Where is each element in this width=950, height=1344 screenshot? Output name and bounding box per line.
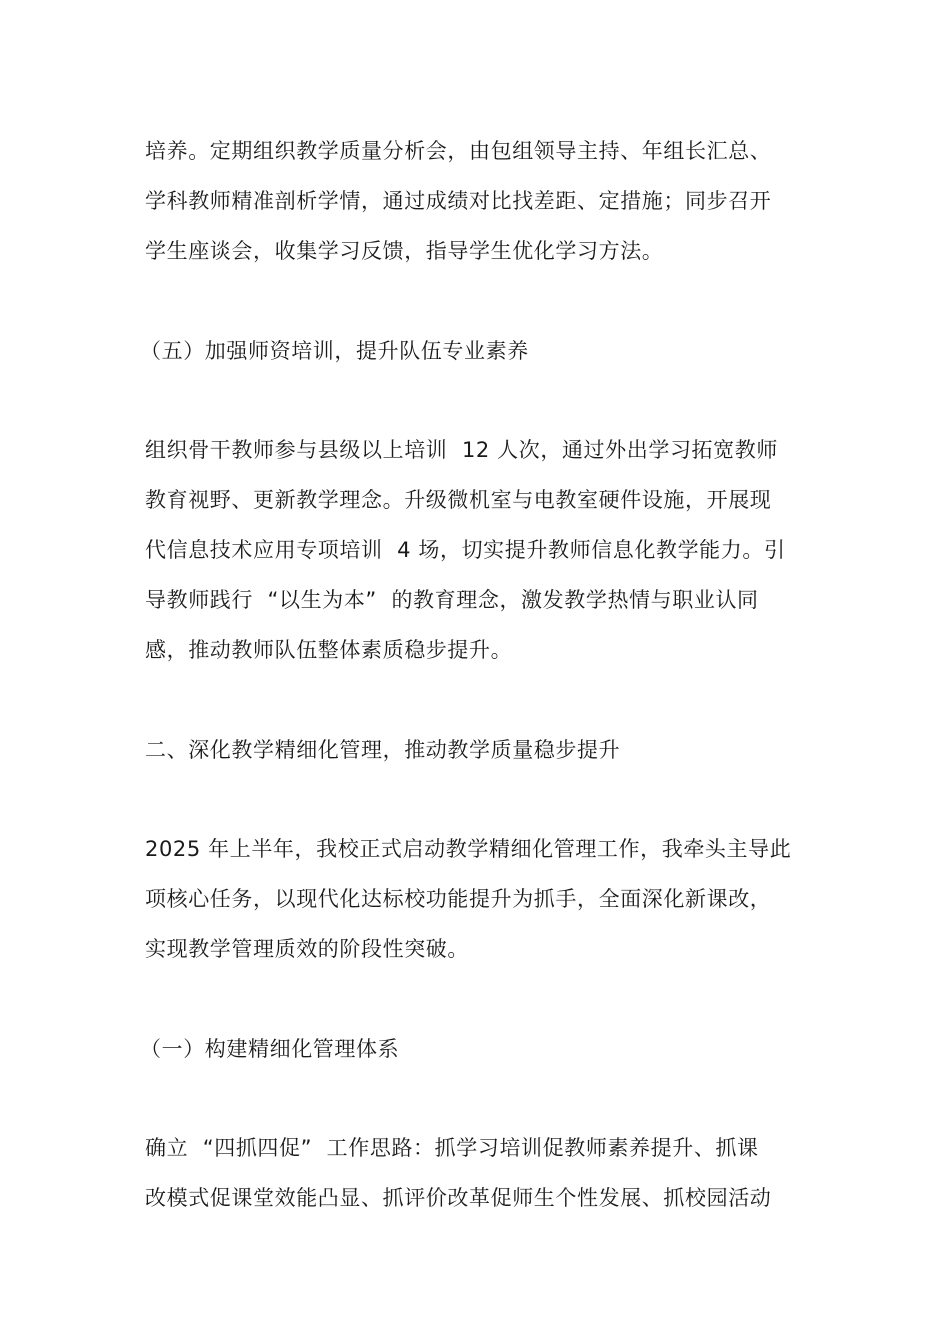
section-heading-5: （五）加强师资培训，提升队伍专业素养 [140,339,529,363]
section-heading-1: （一）构建精细化管理体系 [140,1037,400,1061]
paragraph-line: 实现教学管理质效的阶段性突破。 [145,937,469,961]
paragraph-line: 代信息技术应用专项培训 4 场，切实提升教师信息化教学能力。引 [145,538,786,562]
paragraph-line: 导教师践行 “以生为本” 的教育理念，激发教学热情与职业认同 [145,588,759,612]
paragraph-line: 组织骨干教师参与县级以上培训 12 人次，通过外出学习拓宽教师 [145,438,778,462]
paragraph-line: 改模式促课堂效能凸显、抓评价改革促师生个性发展、抓校园活动 [145,1186,772,1210]
paragraph-line: 培养。定期组织教学质量分析会，由包组领导主持、年组长汇总、 [145,139,772,163]
section-heading-2: 二、深化教学精细化管理，推动教学质量稳步提升 [145,738,621,762]
paragraph-line: 学生座谈会，收集学习反馈，指导学生优化学习方法。 [145,239,664,263]
paragraph-line: 教育视野、更新教学理念。升级微机室与电教室硬件设施，开展现 [145,488,772,512]
paragraph-line: 感，推动教师队伍整体素质稳步提升。 [145,638,513,662]
paragraph-line: 学科教师精准剖析学情，通过成绩对比找差距、定措施；同步召开 [145,189,772,213]
paragraph-line: 确立 “四抓四促” 工作思路：抓学习培训促教师素养提升、抓课 [145,1136,759,1160]
paragraph-line: 项核心任务，以现代化达标校功能提升为抓手，全面深化新课改， [145,887,772,911]
paragraph-line: 2025 年上半年，我校正式启动教学精细化管理工作，我牵头主导此 [145,837,792,861]
